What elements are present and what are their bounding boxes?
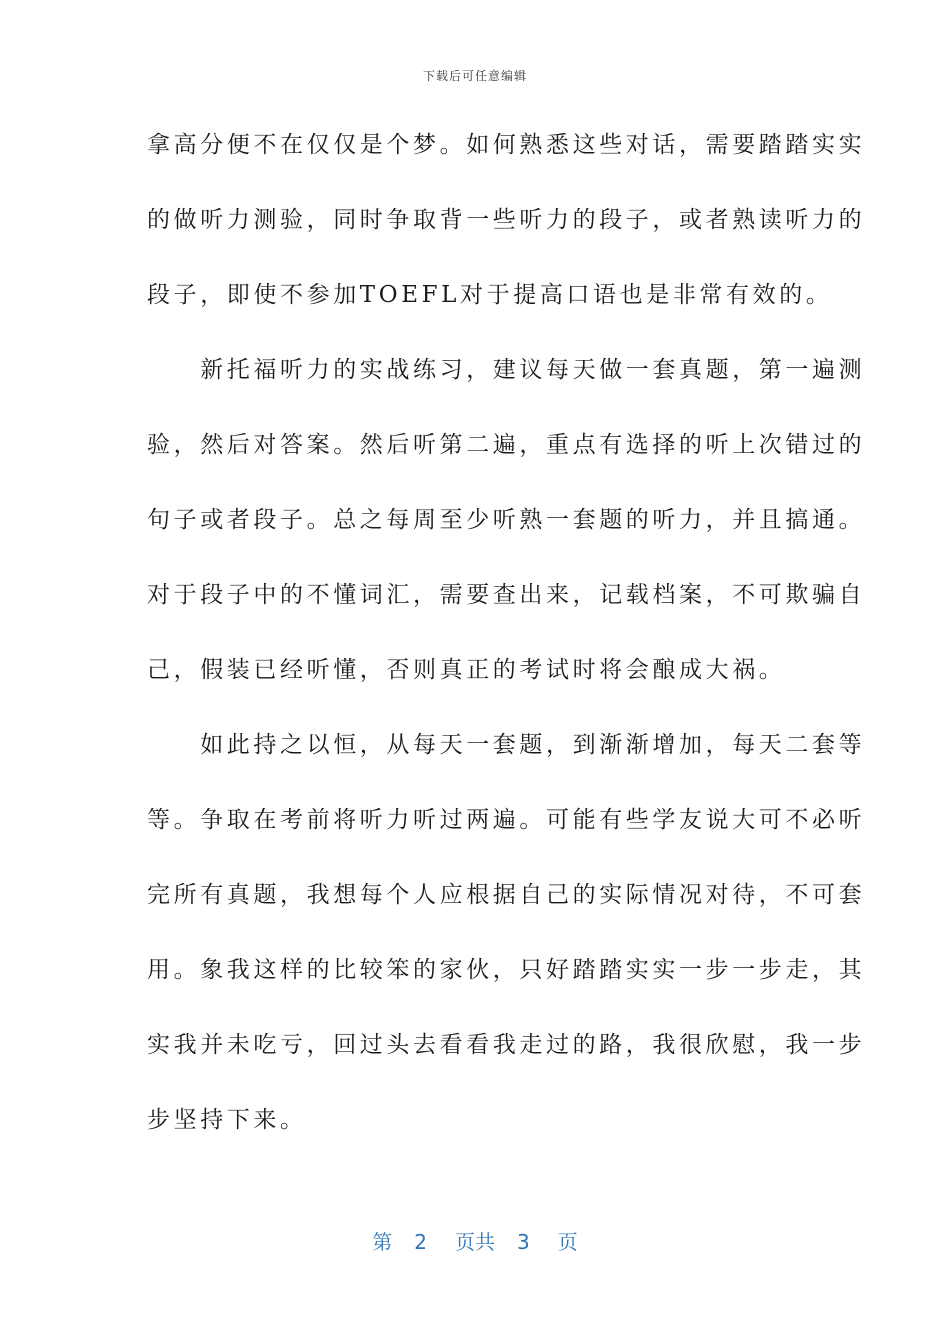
footer-prefix: 第 — [372, 1230, 393, 1254]
body-line: 验，然后对答案。然后听第二遍，重点有选择的听上次错过的 — [147, 432, 866, 458]
body-line: 完所有真题，我想每个人应根据自己的实际情况对待，不可套 — [147, 882, 866, 908]
footer-suffix: 页 — [557, 1230, 578, 1254]
body-line: 新托福听力的实战练习，建议每天做一套真题，第一遍测 — [147, 357, 866, 383]
body-line: 对于段子中的不懂词汇，需要查出来，记载档案，不可欺骗自 — [147, 582, 866, 608]
body-line: 的做听力测验，同时争取背一些听力的段子，或者熟读听力的 — [147, 207, 866, 233]
body-line: 句子或者段子。总之每周至少听熟一套题的听力，并且搞通。 — [147, 507, 866, 533]
footer-current-page: 2 — [414, 1230, 427, 1254]
body-line: 实我并未吃亏，回过头去看看我走过的路，我很欣慰，我一步 — [147, 1032, 866, 1058]
body-line: 等。争取在考前将听力听过两遍。可能有些学友说大可不必听 — [147, 807, 866, 833]
body-line: 如此持之以恒，从每天一套题，到渐渐增加，每天二套等 — [147, 732, 866, 758]
header-note: 下载后可任意编辑 — [422, 69, 527, 83]
page-number-footer — [0, 1226, 950, 1255]
body-line: 用。象我这样的比较笨的家伙，只好踏踏实实一步一步走，其 — [147, 957, 866, 983]
body-line: 段子，即使不参加TOEFL对于提高口语也是非常有效的。 — [147, 282, 833, 308]
body-line: 拿高分便不在仅仅是个梦。如何熟悉这些对话，需要踏踏实实 — [147, 132, 866, 158]
footer-total-pages: 3 — [517, 1230, 530, 1254]
body-line: 己，假装已经听懂，否则真正的考试时将会酿成大祸。 — [147, 657, 786, 683]
body-line: 步坚持下来。 — [147, 1107, 307, 1133]
footer-middle: 页共 — [455, 1230, 495, 1254]
